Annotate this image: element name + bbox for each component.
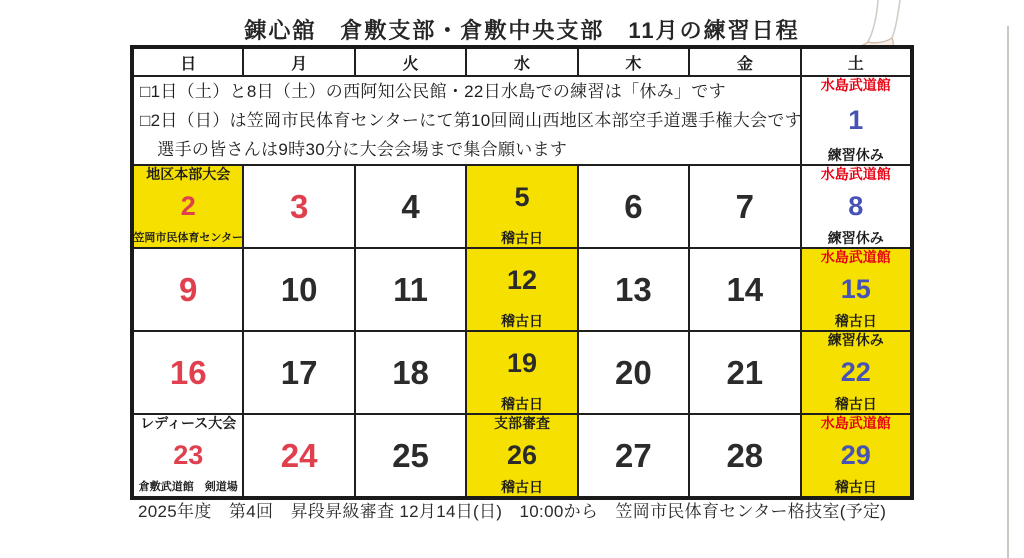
day-number: 9: [179, 270, 198, 308]
footer-note: 2025年度 第4回 昇段昇級審査 12月14日(日) 10:00から 笠岡市民体育センター格技室(予定): [138, 502, 887, 521]
weekday-header-木: 木: [578, 47, 689, 76]
day-bottom-label: 稽古日: [834, 479, 877, 495]
day-top-label: 練習休み: [827, 332, 884, 348]
day-cell-content: [356, 415, 465, 496]
day-bottom-label: 稽古日: [500, 230, 543, 246]
day-bottom-label: 稽古日: [500, 479, 543, 495]
day-cell-content: [802, 415, 910, 496]
day-bottom-label: 練習休み: [827, 147, 884, 163]
day-cell-content: [244, 332, 353, 413]
day-number: 13: [615, 270, 652, 308]
day-cell-28: [689, 414, 800, 498]
day-number: 10: [280, 270, 318, 308]
calendar-body: [132, 76, 912, 498]
day-cell-content: [579, 166, 688, 247]
day-cell-10: [243, 248, 354, 331]
day-number: 22: [840, 356, 871, 387]
day-number: 8: [848, 190, 864, 221]
day-cell-content: [690, 249, 799, 330]
day-cell-22: [801, 331, 912, 414]
calendar-table: [130, 45, 914, 500]
day-bottom-label: 稽古日: [834, 396, 877, 412]
day-cell-16: [132, 331, 243, 414]
weekday-header-金: 金: [689, 47, 800, 76]
day-number: 20: [615, 353, 652, 391]
day-cell-content: [579, 415, 688, 496]
day-number: 29: [840, 439, 871, 470]
note-line: 選手の皆さんは9時30分に大会会場まで集合願います: [140, 140, 568, 159]
week-row-2: [132, 248, 912, 331]
day-cell-23: [132, 414, 243, 498]
day-number: 25: [392, 436, 429, 474]
day-cell-19: [466, 331, 577, 414]
day-cell-content: [467, 249, 576, 330]
day-number: 18: [392, 353, 429, 391]
day-cell-content: [467, 415, 576, 496]
weekday-header-水: 水: [466, 47, 577, 76]
day-cell-content: [802, 166, 910, 247]
notes-row: [132, 76, 912, 165]
scan-edge-line: [1007, 26, 1009, 558]
day-cell-5: [466, 165, 577, 248]
day-bottom-label: 練習休み: [827, 230, 884, 246]
day-number: 26: [506, 439, 537, 470]
weekday-header-日: 日: [132, 47, 243, 76]
day-number: 24: [280, 436, 318, 474]
day-cell-27: [578, 414, 689, 498]
day-cell-7: [689, 165, 800, 248]
day-top-label: 地区本部大会: [146, 166, 231, 182]
day-cell-content: [802, 77, 910, 164]
day-number: 28: [726, 436, 764, 474]
day-top-label: 支部審査: [493, 415, 550, 431]
note-line: □1日（土）と8日（土）の西阿知公民館・22日水島での練習は「休み」です: [140, 82, 726, 101]
day-cell-12: [466, 248, 577, 331]
day-cell-13: [578, 248, 689, 331]
notes-cell: [132, 76, 801, 165]
day-cell-content: [134, 332, 242, 413]
day-number: 15: [840, 273, 871, 304]
day-top-label: 水島武道館: [820, 77, 891, 93]
day-cell-content: [802, 332, 910, 413]
day-cell-21: [689, 331, 800, 414]
weekday-header-火: 火: [355, 47, 466, 76]
week-row-3: [132, 331, 912, 414]
page-title: 錬心舘 倉敷支部・倉敷中央支部 11月の練習日程: [244, 18, 800, 43]
day-cell-6: [578, 165, 689, 248]
day-number: 17: [280, 353, 318, 391]
day-cell-content: [467, 166, 576, 247]
calendar-header: [132, 47, 912, 76]
day-bottom-label: 稽古日: [500, 396, 543, 412]
day-cell-content: [579, 249, 688, 330]
day-cell-content: [690, 332, 799, 413]
day-cell-content: [134, 249, 242, 330]
note-line: □2日（日）は笠岡市民体育センターにて第10回岡山西地区本部空手道選手権大会です: [140, 111, 802, 130]
day-number: 2: [180, 190, 196, 221]
day-cell-content: [579, 332, 688, 413]
day-cell-15: [801, 248, 912, 331]
day-number: 7: [735, 187, 754, 225]
day-number: 21: [726, 353, 764, 391]
day-cell-25: [355, 414, 466, 498]
day-top-label: 水島武道館: [820, 415, 891, 431]
day-number: 16: [169, 353, 207, 391]
day-cell-content: [244, 166, 353, 247]
day-cell-content: [134, 166, 242, 247]
day-number: 4: [401, 187, 420, 225]
weekday-header-土: 土: [801, 47, 912, 76]
day-cell-11: [355, 248, 466, 331]
day-cell-14: [689, 248, 800, 331]
day-bottom-label: 稽古日: [500, 313, 543, 329]
day-cell-17: [243, 331, 354, 414]
day-top-label: 水島武道館: [820, 249, 891, 265]
day-cell-4: [355, 165, 466, 248]
day-cell-2: [132, 165, 243, 248]
day-cell-9: [132, 248, 243, 331]
day-top-label: レディース大会: [140, 415, 237, 431]
day-cell-26: [466, 414, 577, 498]
day-number: 3: [289, 187, 309, 225]
day-number: 14: [726, 270, 764, 308]
day-cell-content: [356, 332, 465, 413]
day-cell-18: [355, 331, 466, 414]
day-cell-29: [801, 414, 912, 498]
day-bottom-label: 笠岡市民体育センター: [133, 232, 243, 244]
day-cell-8: [801, 165, 912, 248]
day-cell-content: [802, 249, 910, 330]
day-cell-3: [243, 165, 354, 248]
day-cell-content: [690, 415, 799, 496]
week-row-1: [132, 165, 912, 248]
day-number: 12: [506, 265, 537, 296]
day-top-label: 水島武道館: [820, 166, 891, 182]
week-row-4: [132, 414, 912, 498]
day-cell-24: [243, 414, 354, 498]
day-number: 27: [615, 436, 652, 474]
day-number: 5: [514, 182, 530, 213]
day-cell-content: [356, 249, 465, 330]
day-number: 23: [173, 439, 204, 470]
day-number: 1: [848, 104, 864, 135]
day-cell-content: [356, 166, 465, 247]
day-bottom-label: 稽古日: [834, 313, 877, 329]
day-cell-content: [244, 249, 353, 330]
day-bottom-label: 倉敷武道館 剣道場: [138, 481, 238, 493]
day-cell-content: [690, 166, 799, 247]
weekday-header-月: 月: [243, 47, 354, 76]
day-cell-content: [244, 415, 353, 496]
day-number: 11: [393, 270, 428, 308]
day-number: 6: [624, 187, 643, 225]
day-cell-20: [578, 331, 689, 414]
day-number: 19: [506, 348, 537, 379]
weekday-header-row: [132, 47, 912, 76]
day-cell-content: [467, 332, 576, 413]
day-cell-content: [134, 415, 242, 496]
day-cell-1: [801, 76, 912, 165]
